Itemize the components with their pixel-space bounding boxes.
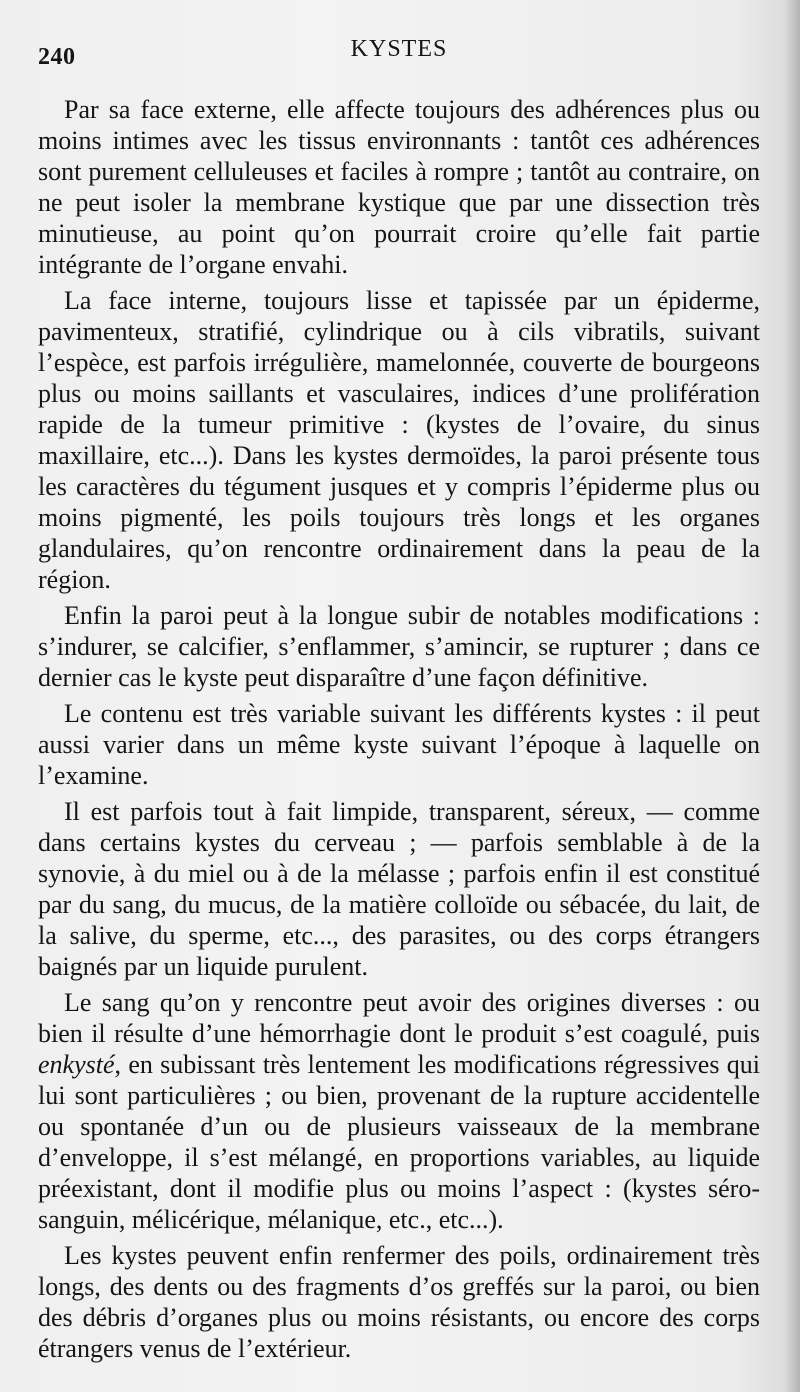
paragraph-content-types: Il est parfois tout à fait limpide, transparent, séreux, — comme dans certains kystes du cerveau ; — parfois semblable à de la synovie, à du miel ou à de la mélasse ; parfois enfin il est constitué par du sang, du mucus, de la matière colloïde ou sébacée, du lait, de la salive, du sperme, etc..., des parasites, ou des corps étrangers baignés par un liquide purulent.	[38, 797, 760, 981]
paragraph-blood-origins	[38, 987, 760, 1235]
page-header	[38, 30, 760, 72]
paragraph-content-variability: Le contenu est très variable suivant les différents kystes : il peut aussi varier dans un même kyste suivant l’époque à laquelle on l’examine.	[38, 699, 760, 790]
paragraph-wall-modifications: Enfin la paroi peut à la longue subir de notables modifications : s’indurer, se calcifier, s’enflammer, s’amincir, se rupturer ; dans ce dernier cas le kyste peut disparaître d’une façon définitive.	[38, 601, 760, 692]
paragraph-foreign-bodies: Les kystes peuvent enfin renfermer des poils, ordinairement très longs, des dents ou des fragments d’os greffés sur la paroi, ou bien des débris d’organes plus ou moins résistants, ou encore des corps étrangers venus de l’extérieur.	[38, 1241, 760, 1363]
running-title: KYSTES	[350, 36, 448, 62]
page-number: 240	[38, 44, 76, 70]
paragraph-internal-face: La face interne, toujours lisse et tapissée par un épiderme, pavimenteux, stratifié, cylindrique ou à cils vibratils, suivant l’espèce, est parfois irrégulière, mamelonnée, couverte de bourgeons plus ou moins saillants et vasculaires, indices d’une prolifération rapide de la tumeur primitive : (kystes de l’ovaire, du sinus maxillaire, etc...). Dans les kystes dermoïdes, la paroi présente tous les caractères du tégument jusques et y compris l’épiderme plus ou moins pigmenté, les poils toujours très longs et les organes glandulaires, qu’on rencontre ordinairement dans la peau de la région.	[38, 286, 760, 594]
paragraph-blood-text-after: , en subissant très lentement les modifications régressives qui lui sont particulières ; ou bien, provenant de la rupture accidentelle ou spontanée d’un ou de plusieurs vaisseaux de la membrane d’enveloppe, il s’est mélangé, en proportions variables, au liquide préexistant, dont il modifie plus ou moins l’aspect : (kystes séro-sanguin, mélicérique, mélanique, etc., etc...).	[38, 1050, 760, 1234]
paragraph-external-face: Par sa face externe, elle affecte toujours des adhérences plus ou moins intimes avec les tissus environnants : tantôt ces adhérences sont purement celluleuses et faciles à rompre ; tantôt au contraire, on ne peut isoler la membrane kystique que par une dissection très minutieuse, au point qu’on pourrait croire qu’elle fait partie intégrante de l’organe envahi.	[38, 95, 760, 279]
body-text	[38, 94, 760, 1364]
emphasis-enkyste: enkysté	[38, 1050, 115, 1079]
paragraph-blood-text-before: Le sang qu’on y rencontre peut avoir des origines diverses : ou bien il résulte d’une hémorrhagie dont le produit s’est coagulé, puis	[38, 988, 760, 1048]
page-edge-shadow	[784, 0, 800, 1392]
